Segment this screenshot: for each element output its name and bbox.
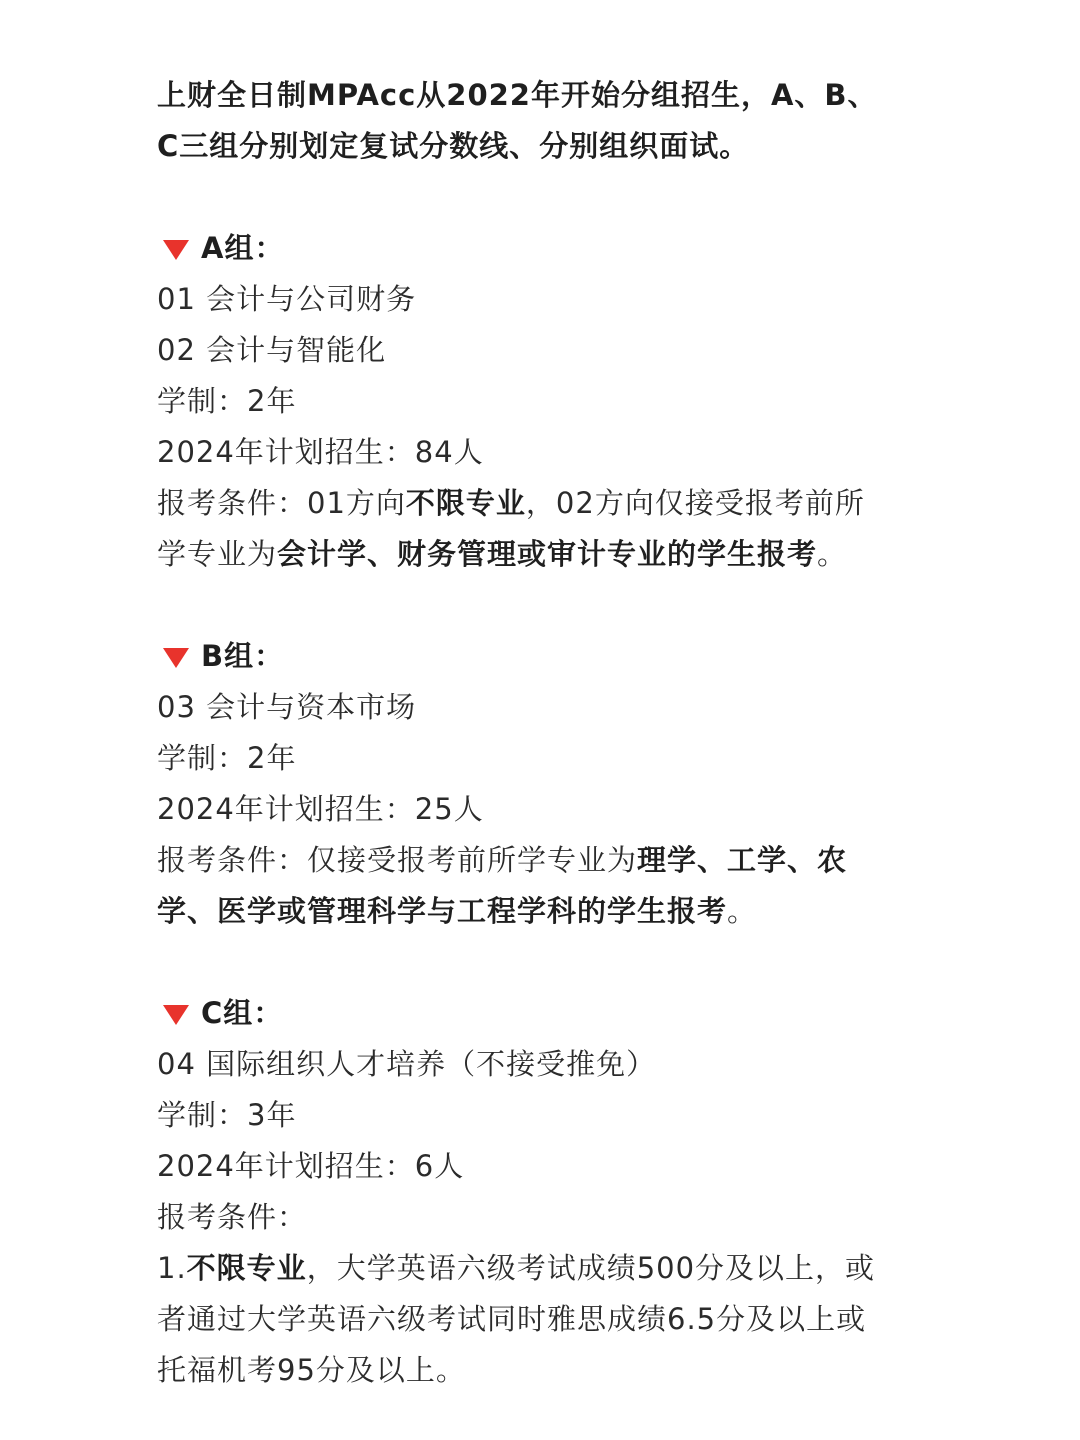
group-c-requirement-line-3: 托福机考95分及以上。: [157, 1353, 466, 1387]
spacer: [157, 580, 927, 631]
group-b-req-bold-1: 理学、工学、农: [637, 843, 848, 877]
group-a-plan: 2024年计划招生：84人: [157, 435, 484, 469]
group-a-requirement-line-2: [157, 529, 927, 580]
red-triangle-icon: [163, 1005, 189, 1025]
group-a-req-bold-2: 会计学、财务管理或审计专业的学生报考: [277, 537, 818, 571]
spacer: [157, 937, 927, 988]
group-a-duration: 学制：2年: [157, 384, 297, 418]
group-c-direction-1: 04 国际组织人才培养（不接受推免）: [157, 1047, 657, 1081]
article-body: [157, 70, 927, 1396]
group-b-requirement-line-2: [157, 886, 927, 937]
group-a-req-prefix: 报考条件：01方向: [157, 486, 406, 520]
spacer: [157, 172, 927, 223]
group-a-heading: [157, 223, 927, 274]
group-c-heading: [157, 988, 927, 1039]
red-triangle-icon: [163, 648, 189, 668]
group-c-requirement-line-1: [157, 1243, 927, 1294]
group-b-heading: [157, 631, 927, 682]
group-c-req-line1-rest: ，大学英语六级考试成绩500分及以上，或: [306, 1251, 876, 1285]
group-b-req-bold-2: 学、医学或管理科学与工程学科的学生报考: [157, 894, 728, 928]
red-triangle-icon: [163, 240, 189, 260]
group-a-requirement-line-1: [157, 478, 927, 529]
group-a-req-line2-prefix: 学专业为: [157, 537, 278, 571]
group-b-plan: 2024年计划招生：25人: [157, 792, 484, 826]
group-b-req-prefix: 报考条件：仅接受报考前所学专业为: [157, 843, 638, 877]
group-a-title: A组：: [201, 231, 285, 265]
intro-line-1: 上财全日制MPAcc从2022年开始分组招生，A、B、: [157, 78, 878, 112]
intro-line-2: C三组分别划定复试分数线、分别组织面试。: [157, 129, 750, 163]
group-b-direction-1: 03 会计与资本市场: [157, 690, 417, 724]
group-b-title: B组：: [201, 639, 285, 673]
group-a-req-mid: ，02方向仅接受报考前所: [525, 486, 865, 520]
group-a-req-end: 。: [817, 537, 848, 571]
group-c-requirement-line-2: 者通过大学英语六级考试同时雅思成绩6.5分及以上或: [157, 1302, 867, 1336]
group-c-requirement-label: 报考条件：: [157, 1200, 308, 1234]
group-b-requirement-line-1: [157, 835, 927, 886]
group-b-duration: 学制：2年: [157, 741, 297, 775]
group-c-req-bold-1: 不限专业: [186, 1251, 307, 1285]
group-c-title: C组：: [201, 996, 284, 1030]
group-a-direction-1: 01 会计与公司财务: [157, 282, 417, 316]
group-b-req-end: 。: [727, 894, 758, 928]
group-c-plan: 2024年计划招生：6人: [157, 1149, 465, 1183]
group-c-duration: 学制：3年: [157, 1098, 297, 1132]
group-c-req-number: 1.: [157, 1251, 187, 1285]
group-a-direction-2: 02 会计与智能化: [157, 333, 387, 367]
group-a-req-bold-1: 不限专业: [405, 486, 526, 520]
